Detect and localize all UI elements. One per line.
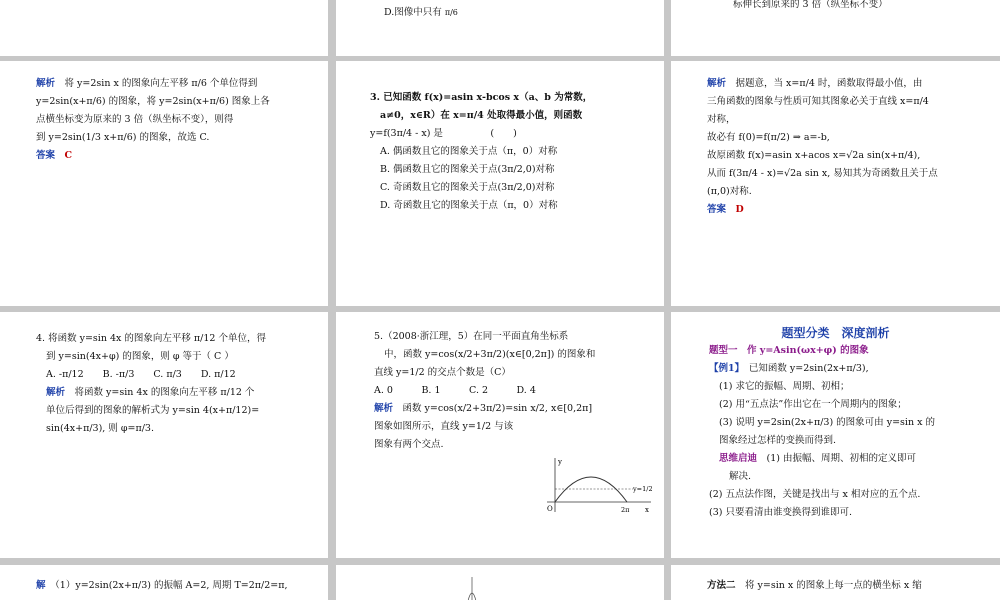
analysis-label: 解析 (374, 403, 394, 415)
sine-curve (555, 477, 627, 502)
top-middle-text: D.图像中只有 (384, 7, 442, 18)
q3-line-3: y=f(3π/4 - x) 是 ( ) (370, 128, 517, 140)
q3-option-a: A. 偶函数且它的图象关于点（π，0）对称 (380, 146, 558, 158)
example-q3b: 图象经过怎样的变换而得到. (719, 435, 837, 447)
analysis-label: 解析 (707, 78, 727, 89)
q5-analysis-line-2: 图象如图所示，直线 y=1/2 与该 (374, 421, 514, 433)
sine-graph (541, 454, 656, 516)
q3-option-d: D. 奇函数且它的图象关于点（π，0）对称 (380, 200, 558, 212)
slide-question-4 (0, 312, 328, 558)
analysis-line-1: 将 y=2sin x 的图象向左平移 π/6 个单位得到 (64, 78, 258, 89)
x-axis-label: x (645, 506, 649, 514)
analysis3-line-5: 故原函数 f(x)=asin x+acos x=√2a sin(x+π/4), (707, 150, 921, 162)
analysis3-line-4: 故必有 f(0)=f(π/2) ⇒ a=-b, (707, 132, 830, 144)
q4-analysis-line-1: 将函数 y=sin 4x 的图象向左平移 π/12 个 (74, 387, 255, 399)
q4-line-1: 4. 将函数 y=sin 4x 的图象向左平移 π/12 个单位，得 (36, 333, 266, 344)
example-q3a: (3) 说明 y=2sin(2x+π/3) 的图象可由 y=sin x 的 (719, 417, 935, 429)
answer-label: 答案 (36, 150, 56, 162)
analysis-label: 解析 (36, 78, 56, 89)
hint-line-2: (2) 五点法作图，关键是找出与 x 相对应的五个点. (709, 489, 921, 501)
method-two-label: 方法二 (707, 580, 736, 591)
q3-line-2: a≠0，x∈R）在 x=π/4 处取得最小值，则函数 (380, 110, 583, 122)
example-q2: (2) 用“五点法”作出它在一个周期内的图象； (719, 399, 907, 411)
analysis3-line-1: 据题意，当 x=π/4 时，函数取得最小值，由 (735, 78, 923, 89)
answer-value: C (64, 150, 73, 162)
slide-top-middle (336, 0, 664, 56)
q5-analysis-line-3: 图象有两个交点. (374, 439, 444, 451)
bottom-graph-fragment (464, 577, 484, 600)
y-axis-label: y (558, 458, 562, 466)
q4-analysis-line-3: sin(4x+π/3), 则 φ=π/3. (46, 423, 154, 435)
slide-analysis-q2 (0, 61, 328, 306)
q4-options: A. -π/12 B. -π/3 C. π/3 D. π/12 (46, 369, 236, 381)
method-two-text: 将 y=sin x 的图象上每一点的横坐标 x 缩 (745, 580, 922, 591)
example-label: 【例1】 (709, 363, 740, 375)
half-line-label: y=1/2 (633, 485, 653, 493)
q5-line-1: 5.（2008·浙江理，5）在同一平面直角坐标系 (374, 331, 569, 342)
slide-bottom-middle (336, 565, 664, 600)
slide-analysis-q3 (671, 61, 1000, 306)
slide-question-3 (336, 61, 664, 306)
two-pi-label: 2π (621, 506, 630, 514)
solution-line-1: （1）y=2sin(2x+π/3) 的振幅 A=2, 周期 T=2π/2=π, (55, 580, 288, 591)
analysis3-line-6: 从而 f(3π/4 - x)=√2a sin x, 易知其为奇函数且关于点 (707, 168, 938, 180)
analysis-line-4: 到 y=2sin(1/3 x+π/6) 的图象，故选 C. (36, 132, 210, 144)
analysis3-line-3: 对称， (707, 114, 736, 126)
section-title: 题型分类 深度剖析 (781, 326, 890, 340)
slide-question-5 (336, 312, 664, 558)
slide-example-1 (671, 312, 1000, 558)
q5-options: A. 0 B. 1 C. 2 D. 4 (374, 385, 536, 397)
hint-line-1b: 解决. (729, 471, 752, 483)
q3-option-b: B. 偶函数且它的图象关于点(3π/2,0)对称 (380, 164, 555, 176)
answer-label: 答案 (707, 204, 727, 216)
answer-value: D (735, 204, 744, 216)
q4-analysis-line-2: 单位后得到的图象的解析式为 y=sin 4(x+π/12)= (46, 405, 260, 417)
analysis3-line-2: 三角函数的图象与性质可知其图象必关于直线 x=π/4 (707, 96, 929, 108)
solution-label: 解 (36, 580, 46, 591)
top-middle-fraction: π/6 (444, 8, 458, 17)
q3-line-1: 3. 已知函数 f(x)=asin x-bcos x（a、b 为常数， (370, 92, 593, 103)
slide-top-left (0, 0, 328, 56)
hint-label: 思维启迪 (719, 453, 758, 465)
q5-line-3: 直线 y=1/2 的交点个数是（C） (374, 367, 511, 379)
hint-line-3: (3) 只要看清由谁变换得到谁即可. (709, 507, 852, 519)
q3-option-c: C. 奇函数且它的图象关于点(3π/2,0)对称 (380, 182, 555, 194)
slide-bottom-left (0, 565, 328, 600)
q5-analysis-line-1: 函数 y=cos(x/2+3π/2)=sin x/2, x∈[0,2π] (402, 403, 593, 415)
top-right-text: 标伸长到原来的 3 倍（纵坐标不变） (733, 0, 888, 10)
type-one-heading: 题型一 作 y=Asin(ωx+φ) 的图象 (709, 345, 869, 356)
example-text: 已知函数 y=2sin(2x+π/3), (748, 363, 869, 375)
example-q1: (1) 求它的振幅、周期、初相； (719, 381, 850, 393)
slide-bottom-right (671, 565, 1000, 600)
origin-label: O (547, 505, 553, 513)
analysis3-line-7: (π,0)对称. (707, 186, 752, 198)
analysis-line-2: y=2sin(x+π/6) 的图象，将 y=2sin(x+π/6) 图象上各 (36, 96, 270, 108)
analysis-label: 解析 (46, 387, 66, 399)
slide-top-right (671, 0, 1000, 56)
q4-line-2: 到 y=sin(4x+φ) 的图象，则 φ 等于（ C ） (46, 351, 234, 363)
analysis-line-3: 点横坐标变为原来的 3 倍（纵坐标不变），则得 (36, 114, 234, 126)
hint-line-1: (1) 由振幅、周期、初相的定义即可 (766, 453, 917, 465)
q5-line-2: 中，函数 y=cos(x/2+3π/2)(x∈[0,2π]) 的图象和 (384, 349, 596, 361)
